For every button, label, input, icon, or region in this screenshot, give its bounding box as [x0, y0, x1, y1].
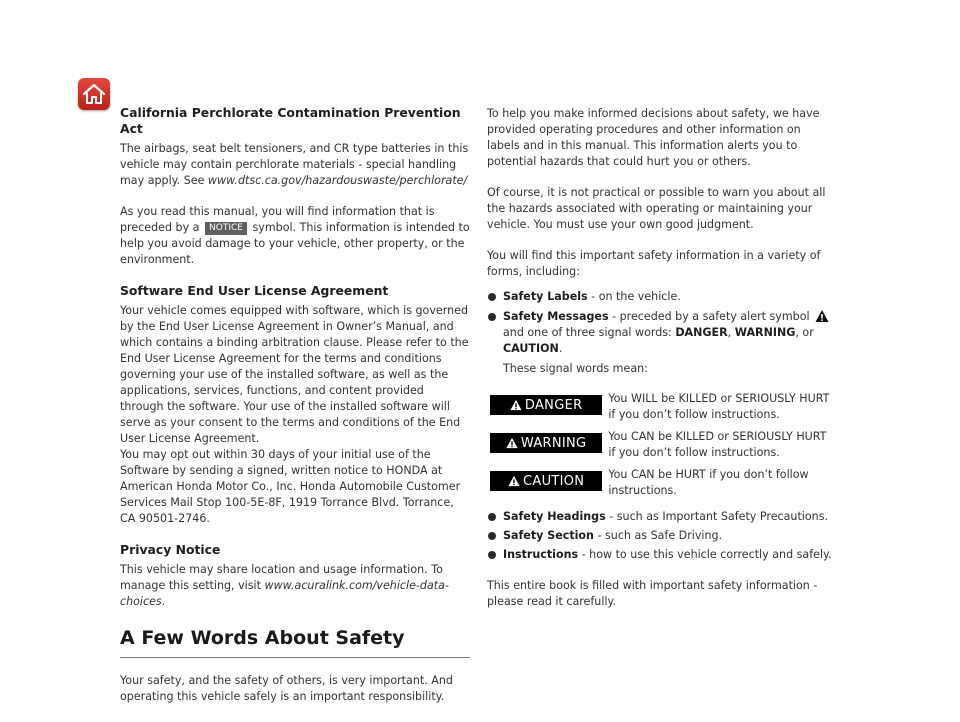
signal-warning — [490, 429, 832, 461]
bullet-instructions: Instructions - how to use this vehicle correctly and safely. — [487, 547, 832, 563]
warning-description: You CAN be KILLED or SERIOUSLY HURT if you don’t follow instructions. — [608, 430, 827, 459]
signal-words-intro: These signal words mean: — [503, 362, 648, 375]
right-column — [487, 106, 832, 610]
safety-alert-icon — [815, 309, 829, 323]
signal-caution — [490, 467, 832, 499]
safety-alert-icon — [510, 399, 522, 411]
perchlorate-body: The airbags, seat belt tensioners, and CR type batteries in this vehicle may contain perchlorate materials - special handling may apply. See www.dtsc.ca.gov/hazardouswaste/perchlorate/ — [120, 142, 469, 187]
bullet-safety-headings: Safety Headings - such as Important Safety Precautions. — [487, 509, 832, 525]
perchlorate-url: www.dtsc.ca.gov/hazardouswaste/perchlorate/ — [207, 174, 468, 187]
software-heading: Software End User License Agreement — [120, 283, 389, 298]
notice-body: As you read this manual, you will find information that is preceded by a NOTICE symbol. This information is intended to help you avoid damage to your vehicle, other property, or the environment. — [120, 205, 470, 266]
safety-alert-icon — [506, 437, 518, 449]
danger-label: DANGER — [490, 395, 602, 415]
caution-label: CAUTION — [490, 471, 602, 491]
signal-danger — [490, 391, 832, 423]
bullet-safety-messages: Safety Messages - preceded by a safety alert symbol and one of three signal words: DANGER, WARNING, or CAUTION. These signal words mean: — [487, 309, 832, 377]
danger-description: You WILL be KILLED or SERIOUSLY HURT if you don’t follow instructions. — [608, 392, 830, 421]
privacy-heading: Privacy Notice — [120, 542, 221, 557]
intro-paragraph-2: Of course, it is not practical or possible to warn you about all the hazards associated with operating or maintaining your vehicle. You must use your own good judgment. — [487, 186, 826, 231]
software-para2: You may opt out within 30 days of your initial use of the Software by sending a signed, written notice to HONDA at American Honda Motor Co., Inc. Honda Automobile Customer Services Mail Stop 100-5E-8F, 1919 Torrance Blvd. Torrance, CA 90501-2746. — [120, 448, 461, 525]
safety-intro: Your safety, and the safety of others, is very important. And operating this vehicle safely is an important responsibility. — [120, 674, 453, 703]
section-title: A Few Words About Safety — [120, 625, 470, 658]
bullet-safety-labels: Safety Labels - on the vehicle. — [487, 289, 832, 305]
intro-paragraph-1: To help you make informed decisions about safety, we have provided operating procedures and other information on labels and in this manual. This information alerts you to potential hazards that could hurt you or others. — [487, 107, 820, 168]
perchlorate-heading: California Perchlorate Contamination Prevention Act — [120, 105, 461, 136]
privacy-url: www.acuralink.com/vehicle-data-choices — [120, 579, 449, 608]
caution-description: You CAN be HURT if you don’t follow instructions. — [608, 468, 809, 497]
closing-paragraph: This entire book is filled with important safety information - please read it carefully. — [487, 579, 818, 608]
safety-alert-icon — [508, 475, 520, 487]
home-icon — [82, 83, 106, 105]
home-button[interactable] — [78, 78, 110, 110]
left-column — [120, 105, 470, 705]
bullet-safety-section: Safety Section - such as Safe Driving. — [487, 528, 832, 544]
warning-label: WARNING — [490, 433, 602, 453]
notice-tag: NOTICE — [205, 222, 247, 235]
privacy-body: This vehicle may share location and usage information. To manage this setting, visit www.acuralink.com/vehicle-data-choices. — [120, 563, 449, 608]
software-para1: Your vehicle comes equipped with software, which is governed by the End User License Agreement in Owner’s Manual, and which contains a binding arbitration clause. Please refer to the End User License Agreement for the terms and conditions governing your use of the installed software, as well as the applications, services, functions, and content provided through the software. Your use of the installed software will serve as your consent to the terms and conditions of the End User License Agreement. — [120, 304, 469, 445]
intro-paragraph-3: You will find this important safety information in a variety of forms, including: — [487, 249, 821, 278]
